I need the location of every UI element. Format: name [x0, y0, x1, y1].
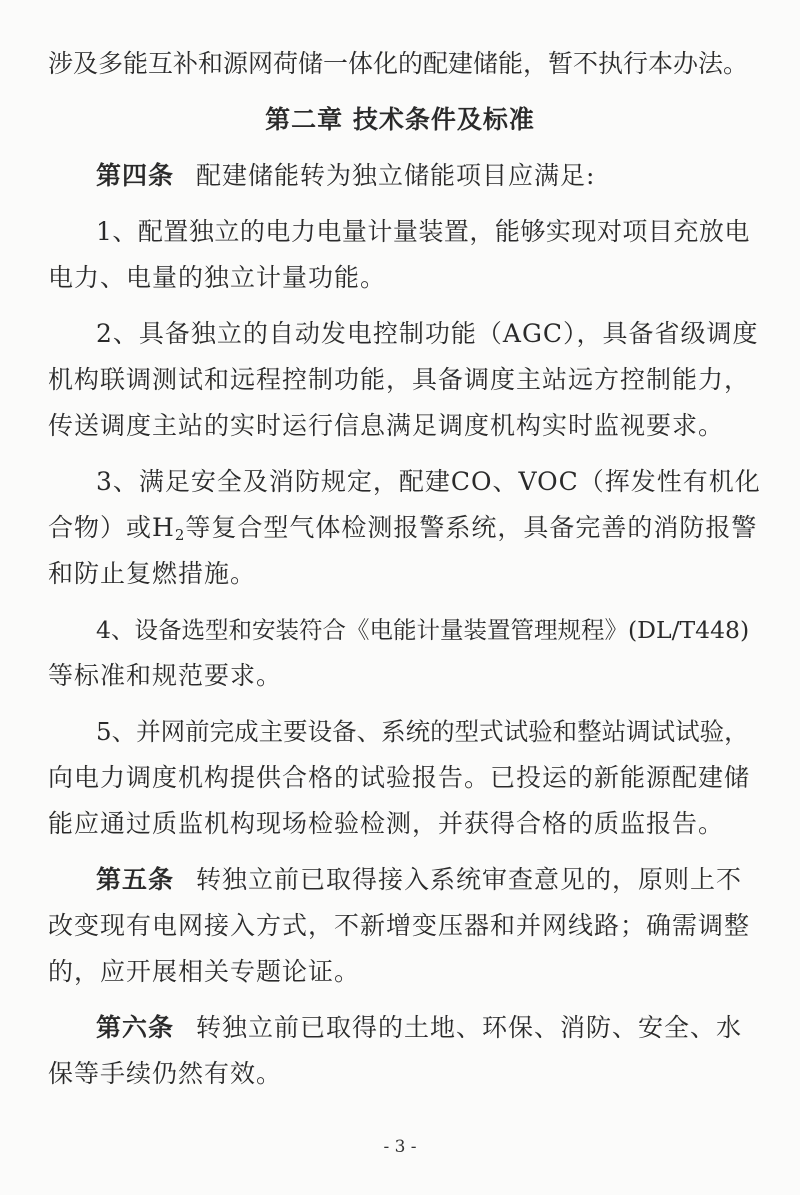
- item-4-line-2: 等标准和规范要求。: [48, 661, 283, 690]
- chapter-title: 第二章 技术条件及标准: [265, 105, 535, 134]
- item-3-line-2-pre: 合物）或H: [48, 513, 175, 542]
- item-5-line-1: 5、并网前完成主要设备、系统的型式试验和整站调试试验，: [96, 717, 749, 746]
- item-3-line-3: 和防止复燃措施。: [48, 559, 257, 588]
- article-4-text: 配建储能转为独立储能项目应满足:: [196, 161, 596, 190]
- item-2-line-3: 传送调度主站的实时运行信息满足调度机构实时监视要求。: [48, 411, 725, 440]
- article-4: [96, 160, 760, 192]
- h2-subscript: 2: [174, 526, 186, 544]
- item-2-line-2: 机构联调测试和远程控制功能，具备调度主站远方控制能力，: [48, 365, 751, 394]
- item-4-line-1: 4、设备选型和安装符合《电能计量装置管理规程》(DL/T448): [96, 616, 750, 644]
- article-5-text: 转独立前已取得接入系统审查意见的，原则上不: [196, 865, 743, 894]
- article-6-text: 转独立前已取得的土地、环保、消防、安全、水: [196, 1013, 743, 1042]
- item-5-line-2: 向电力调度机构提供合格的试验报告。已投运的新能源配建储: [48, 763, 751, 792]
- item-5-line-3: 能应通过质监机构现场检验检测，并获得合格的质监报告。: [48, 809, 725, 838]
- article-6-line-2: 保等手续仍然有效。: [48, 1059, 283, 1088]
- item-1-line-1: 1、配置独立的电力电量计量装置，能够实现对项目充放电: [96, 217, 750, 246]
- item-1-line-2: 电力、电量的独立计量功能。: [48, 263, 387, 292]
- article-5-label: 第五条: [96, 865, 175, 894]
- article-6-line-1: [96, 1012, 760, 1044]
- item-3-line-2-post: 等复合型气体检测报警系统，具备完善的消防报警: [185, 513, 758, 542]
- article-4-label: 第四条: [96, 161, 175, 190]
- item-3-line-2: [48, 512, 760, 544]
- article-5-line-3: 的，应开展相关专题论证。: [48, 957, 361, 986]
- item-2-line-1: 2、具备独立的自动发电控制功能（AGC），具备省级调度: [96, 319, 759, 348]
- article-5-line-1: [96, 864, 760, 896]
- intro-line: 涉及多能互补和源网荷储一体化的配建储能，暂不执行本办法。: [48, 49, 749, 78]
- article-5-line-2: 改变现有电网接入方式，不新增变压器和并网线路；确需调整: [48, 911, 751, 940]
- item-3-line-1: 3、满足安全及消防规定，配建CO、VOC（挥发性有机化: [96, 467, 761, 496]
- page-number: - 3 -: [383, 1137, 417, 1157]
- article-6-label: 第六条: [96, 1013, 175, 1042]
